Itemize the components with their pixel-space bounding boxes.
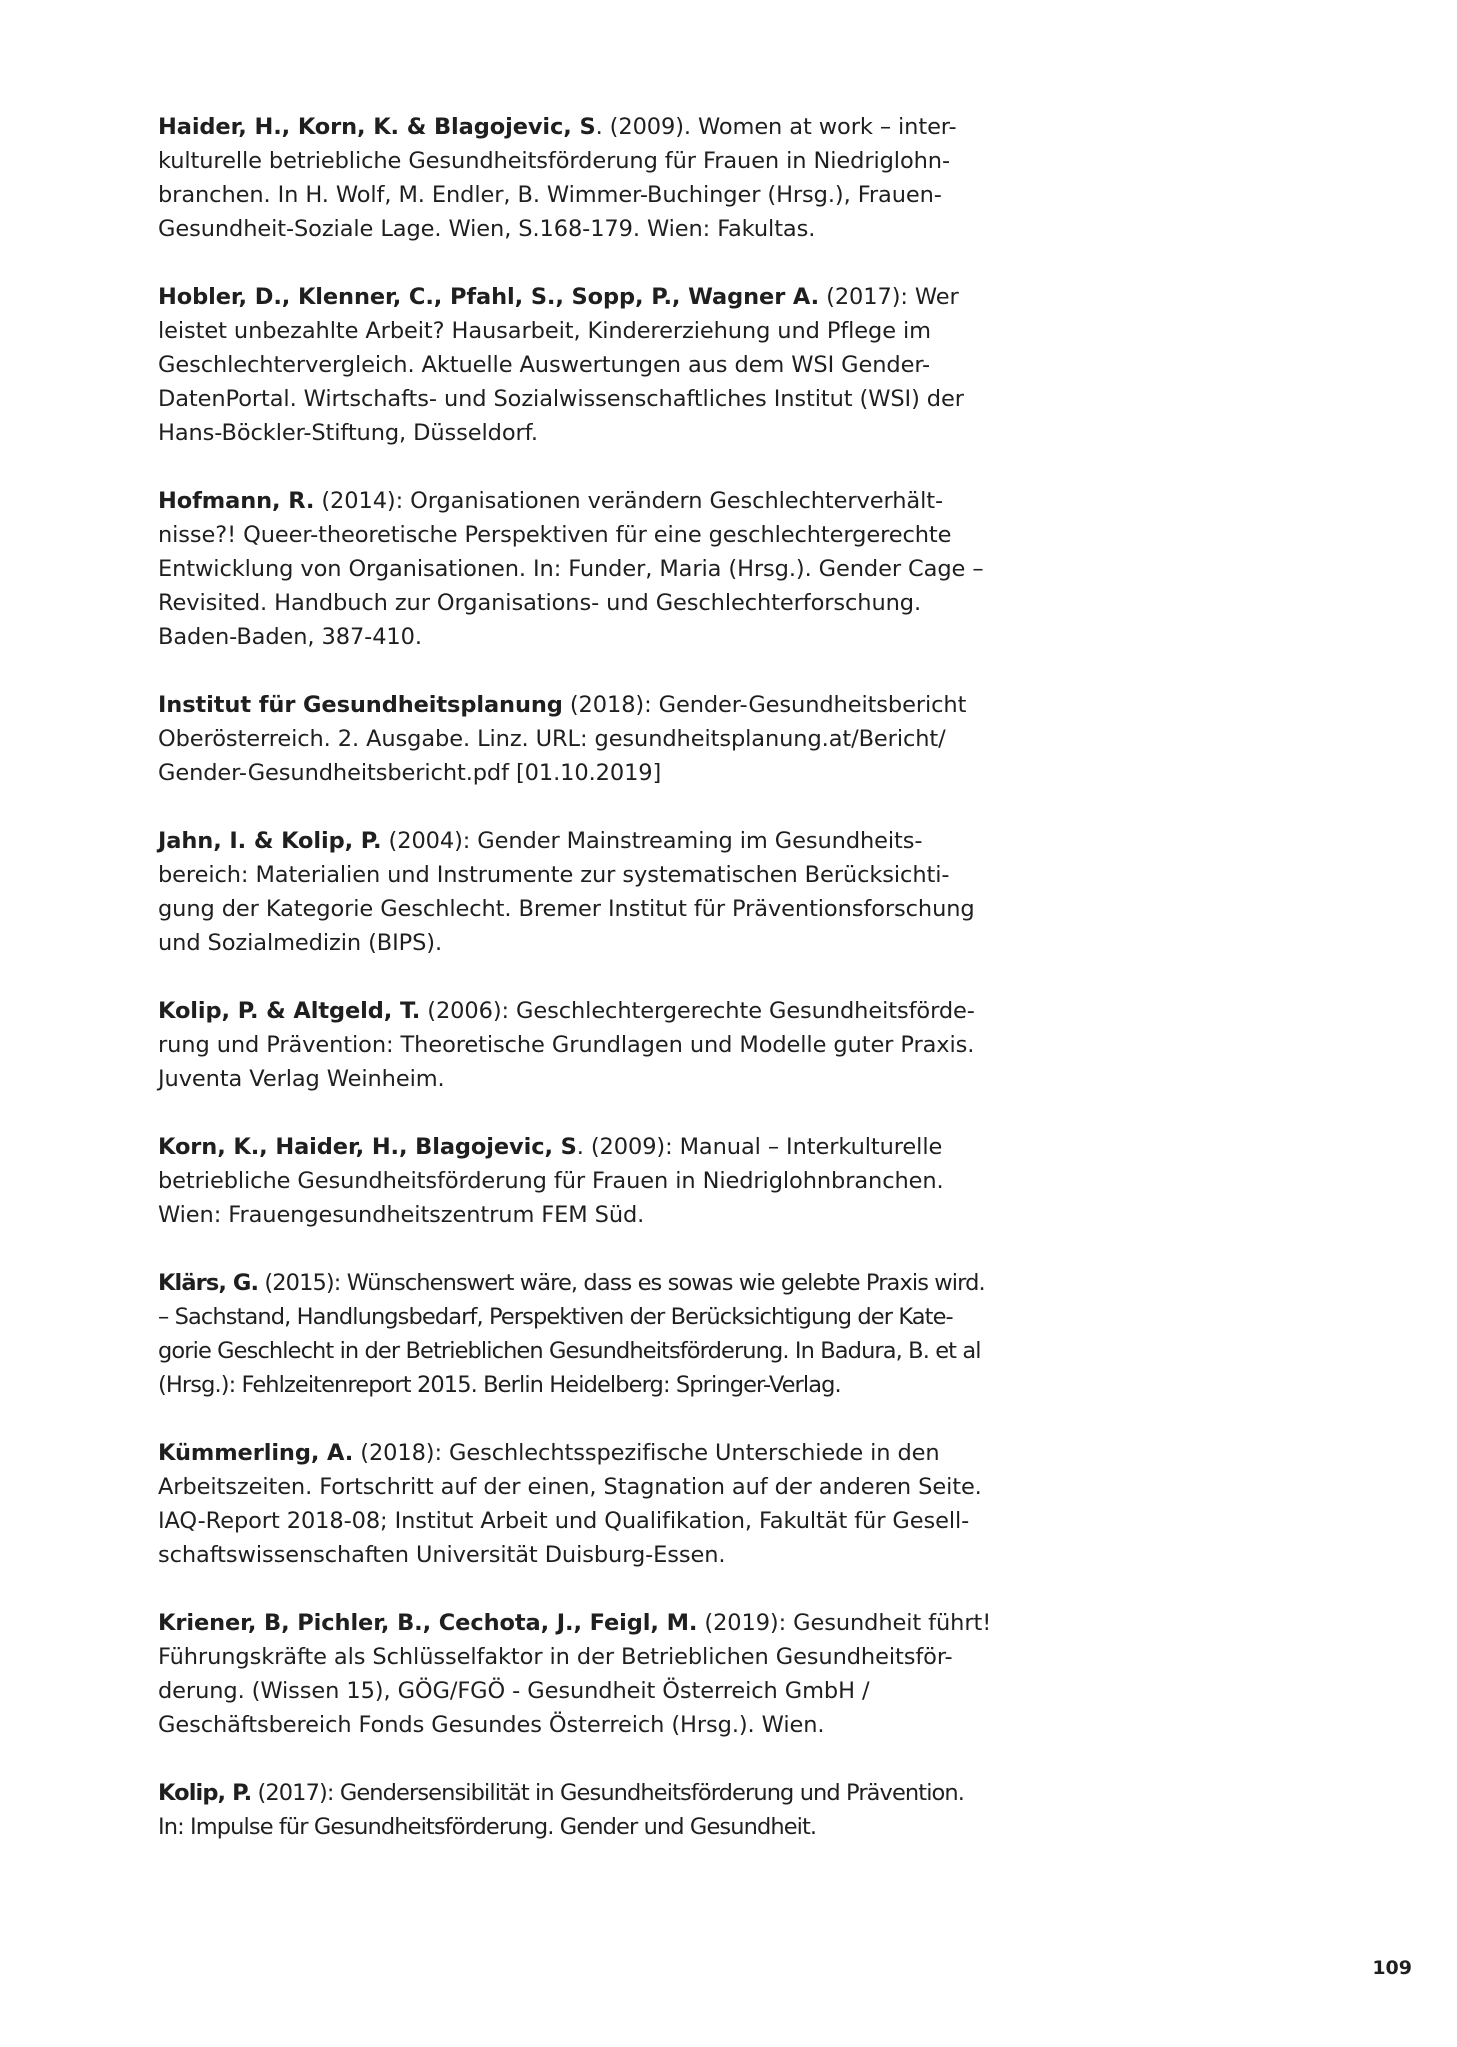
reference-entry [158, 1436, 993, 1572]
reference-authors: Hofmann, R. [158, 488, 315, 514]
reference-entry [158, 484, 993, 654]
reference-entry [158, 1776, 993, 1844]
reference-entry [158, 824, 993, 960]
page-number: 109 [1372, 1957, 1412, 1979]
reference-authors: Kolip, P. [158, 1780, 252, 1806]
reference-details: . (2009): Manual – Interkulturelle betriebliche Gesundheitsförderung für Frauen in Niedriglohnbranchen. Wien: Frauengesundheitszentrum FEM Süd. [158, 1134, 944, 1228]
reference-entry [158, 1130, 993, 1232]
reference-authors: Korn, K., Haider, H., Blagojevic, S [158, 1134, 577, 1160]
reference-details: (2017): Wer leistet unbezahlte Arbeit? Hausarbeit, Kindererziehung und Pflege im Geschlechtervergleich. Aktuelle Auswertungen aus dem WSI Gender-DatenPortal. Wirtschafts- und Sozialwissenschaftliches Institut (WSI) der Hans-Böckler-Stiftung, Düsseldorf. [158, 284, 964, 446]
reference-details: (2014): Organisationen verändern Geschlechterverhält-nisse?! Queer-theoretische Perspektiven für eine geschlechtergerechte Entwicklung von Organisationen. In: Funder, Maria (Hrsg.). Gender Cage – Revisited. Handbuch zur Organisations- und Geschlechterforschung. Baden-Baden, 387-410. [158, 488, 984, 650]
reference-details: (2004): Gender Mainstreaming im Gesundheits-bereich: Materialien und Instrumente zur systematischen Berücksichti-gung der Kategorie Geschlecht. Bremer Institut für Präventionsforschung und Sozialmedizin (BIPS). [158, 828, 975, 956]
reference-list [158, 110, 993, 1878]
reference-entry [158, 1606, 993, 1742]
reference-entry [158, 688, 993, 790]
reference-authors: Kriener, B, Pichler, B., Cechota, J., Feigl, M. [158, 1610, 698, 1636]
reference-details: (2015): Wünschenswert wäre, dass es sowas wie gelebte Praxis wird. – Sachstand, Handlungsbedarf, Perspektiven der Berücksichtigung der Kate-gorie Geschlecht in der Betrieblichen Gesundheitsförderung. In Badura, B. et al (Hrsg.): Fehlzeitenreport 2015. Berlin Heidelberg: Springer-Verlag. [158, 1270, 985, 1398]
reference-details: . (2009). Women at work – inter-kulturelle betriebliche Gesundheitsförderung für Frauen in Niedriglohn-branchen. In H. Wolf, M. Endler, B. Wimmer-Buchinger (Hrsg.), Frauen-Gesundheit-Soziale Lage. Wien, S.168-179. Wien: Fakultas. [158, 114, 957, 242]
reference-authors: Institut für Gesundheitsplanung [158, 692, 563, 718]
reference-authors: Haider, H., Korn, K. & Blagojevic, S [158, 114, 596, 140]
reference-details: (2017): Gendersensibilität in Gesundheitsförderung und Prävention. In: Impulse für Gesundheitsförderung. Gender und Gesundheit. [158, 1780, 965, 1840]
reference-authors: Kolip, P. & Altgeld, T. [158, 998, 421, 1024]
reference-entry [158, 280, 993, 450]
reference-entry [158, 994, 993, 1096]
reference-authors: Jahn, I. & Kolip, P. [158, 828, 382, 854]
reference-details: (2019): Gesundheit führt! Führungskräfte als Schlüsselfaktor in der Betrieblichen Gesundheitsför-derung. (Wissen 15), GÖG/FGÖ - Gesundheit Österreich GmbH / Geschäftsbereich Fonds Gesundes Österreich (Hrsg.). Wien. [158, 1610, 992, 1738]
reference-details: (2018): Geschlechtsspezifische Unterschiede in den Arbeitszeiten. Fortschritt auf der einen, Stagnation auf der anderen Seite. IAQ-Report 2018-08; Institut Arbeit und Qualifikation, Fakultät für Gesell-schaftswissenschaften Universität Duisburg-Essen. [158, 1440, 982, 1568]
reference-entry [158, 1266, 993, 1402]
reference-entry [158, 110, 993, 246]
reference-details: (2018): Gender-Gesundheitsbericht Oberösterreich. 2. Ausgabe. Linz. URL: gesundheitsplanung.at/Bericht/ Gender-Gesundheitsbericht.pdf [01.10.2019] [158, 692, 967, 786]
reference-authors: Klärs, G. [158, 1270, 259, 1296]
reference-authors: Hobler, D., Klenner, C., Pfahl, S., Sopp, P., Wagner A. [158, 284, 820, 310]
reference-details: (2006): Geschlechtergerechte Gesundheitsförde-rung und Prävention: Theoretische Grundlagen und Modelle guter Praxis. Juventa Verlag Weinheim. [158, 998, 975, 1092]
reference-authors: Kümmerling, A. [158, 1440, 354, 1466]
